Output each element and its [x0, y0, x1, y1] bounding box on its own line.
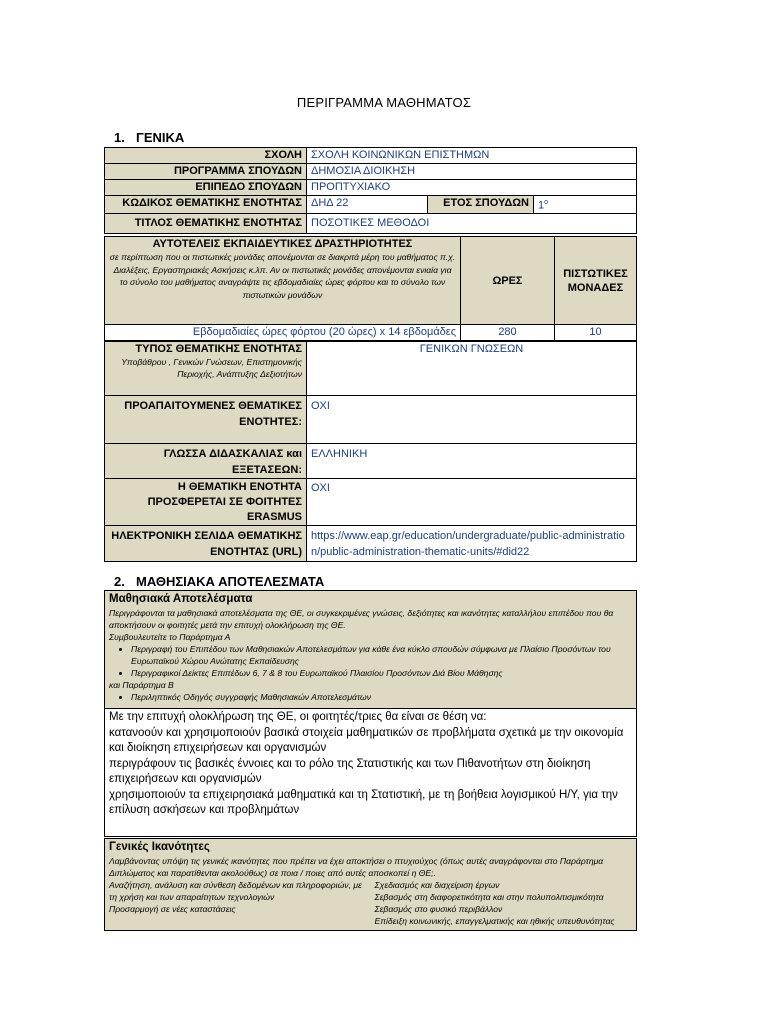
section-1-number: 1. — [114, 130, 125, 145]
general-competences-table — [104, 838, 637, 931]
list-item: • Περιγραφή του Επιπέδου των Μαθησιακών Αποτελεσμάτων για κάθε ένα κύκλο σπουδών σύμφωνα με Πλαίσιο Προσόντων του Ευρωπαϊκού Χώρου Ανώτατης Εκπαίδευσης — [131, 643, 632, 667]
list-item: • Περιληπτικός Οδηγός συγγραφής Μαθησιακών Αποτελεσμάτων — [131, 691, 632, 703]
credits-header: ΠΙΣΤΩΤΙΚΕΣ ΜΟΝΑΔΕΣ — [555, 237, 637, 325]
prereq-value: ΟΧΙ — [307, 396, 637, 444]
document-title: ΠΕΡΙΓΡΑΜΜΑ ΜΑΘΗΜΑΤΟΣ — [296, 95, 472, 110]
competences-left-column — [109, 879, 367, 927]
type-label: ΤΥΠΟΣ ΘΕΜΑΤΙΚΗΣ ΕΝΟΤΗΤΑΣ — [135, 343, 302, 355]
outcomes-consult: Συμβουλευτείτε το Παράρτημα Α — [109, 632, 231, 642]
outcomes-bullets-b — [109, 691, 632, 703]
outcomes-intro: Περιγράφονται τα μαθησιακά αποτελέσματα της ΘΕ, οι συγκεκριμένες γνώσεις, δεξιότητες και ικανότητες καταλλήλου επιπέδου που θα αποκτήσουν οι φοιτητές μετά την επιτυχή ολοκλήρωση της ΘΕ. — [109, 608, 614, 630]
list-item: Αναζήτηση, ανάλυση και σύνθεση δεδομένων και πληροφοριών, με τη χρήση και των απαραίτητων τεχνολογιών — [109, 880, 362, 902]
outcomes-body-intro: Με την επιτυχή ολοκλήρωση της ΘΕ, οι φοιτητές/τριες θα είναι σε θέση να: — [109, 711, 487, 723]
program-value: ΔΗΜΟΣΙΑ ΔΙΟΙΚΗΣΗ — [307, 164, 637, 180]
competences-right-column — [375, 879, 633, 927]
outcomes-header: Μαθησιακά Αποτελέσματα — [109, 593, 253, 605]
table-row — [105, 148, 637, 164]
table-row — [105, 591, 637, 709]
activities-table — [104, 236, 637, 341]
learning-outcomes-table — [104, 590, 637, 837]
table-row — [105, 164, 637, 180]
unit-title-label: ΤΙΤΛΟΣ ΘΕΜΑΤΙΚΗΣ ΕΝΟΤΗΤΑΣ — [105, 213, 307, 233]
section-2-title: ΜΑΘΗΣΙΑΚΑ ΑΠΟΤΕΛΕΣΜΑΤΑ — [136, 574, 325, 589]
level-label: ΕΠΙΠΕΔΟ ΣΠΟΥΔΩΝ — [105, 180, 307, 196]
list-item: • Περιγραφικοί Δείκτες Επιπέδων 6, 7 & 8 του Ευρωπαϊκού Πλαισίου Προσόντων Διά Βίου Μάθησης — [131, 667, 632, 679]
table-row — [105, 444, 637, 479]
table-row — [105, 709, 637, 837]
section-1-title: ΓΕΝΙΚΑ — [136, 130, 185, 145]
table-row — [105, 325, 637, 341]
code-value: ΔΗΔ 22 — [307, 196, 428, 214]
table-row — [105, 342, 637, 396]
erasmus-label: Η ΘΕΜΑΤΙΚΗ ΕΝΟΤΗΤΑ ΠΡΟΣΦΕΡΕΤΑΙ ΣΕ ΦΟΙΤΗΤΕΣ ERASMUS — [105, 479, 307, 526]
level-value: ΠΡΟΠΤΥΧΙΑΚΟ — [307, 180, 637, 196]
hours-header: ΩΡΕΣ — [461, 237, 555, 325]
code-label: ΚΩΔΙΚΟΣ ΘΕΜΑΤΙΚΗΣ ΕΝΟΤΗΤΑΣ — [105, 196, 307, 214]
prereq-label: ΠΡΟΑΠΑΙΤΟΥΜΕΝΕΣ ΘΕΜΑΤΙΚΕΣ ΕΝΟΤΗΤΕΣ: — [105, 396, 307, 444]
language-value: ΕΛΛΗΝΙΚΗ — [307, 444, 637, 479]
activities-header: ΑΥΤΟΤΕΛΕΙΣ ΕΚΠΑΙΔΕΥΤΙΚΕΣ ΔΡΑΣΤΗΡΙΟΤΗΤΕΣ — [152, 238, 413, 250]
workload-label: Εβδομαδιαίες ώρες φόρτου (20 ώρες) x 14 εβδομάδες — [105, 325, 461, 341]
table-row — [105, 180, 637, 196]
unit-url-link[interactable]: https://www.eap.gr/education/undergraduate/public-administration/public-administration-thematic-units/#did22 — [307, 526, 637, 562]
table-row — [105, 479, 637, 526]
table-row — [105, 526, 637, 562]
year-value — [534, 196, 637, 214]
year-number: 1 — [538, 199, 545, 212]
year-ordinal: ο — [544, 199, 549, 206]
general-info-table — [104, 147, 637, 234]
competences-intro: Λαμβάνοντας υπόψη τις γενικές ικανότητες που πρέπει να έχει αποκτήσει ο πτυχιούχος (όπως αυτές αναγράφονται στο Παράρτημα Διπλώματος και παρατίθενται ακολούθως) σε ποια / ποιες από αυτές αποσκοπεί η ΘΕ;. — [109, 856, 604, 878]
section-2-number: 2. — [114, 574, 125, 589]
list-item: Επίδειξη κοινωνικής, επαγγελματικής και ηθικής υπευθυνότητας — [374, 916, 615, 926]
table-row — [105, 237, 637, 325]
program-label: ΠΡΟΓΡΑΜΜΑ ΣΠΟΥΔΩΝ — [105, 164, 307, 180]
list-item: Σεβασμός στο φυσικό περιβάλλον — [374, 904, 503, 914]
erasmus-value: ΟΧΙ — [307, 479, 637, 526]
type-note: Υποβάθρου , Γενικών Γνώσεων, Επιστημονικής Περιοχής, Ανάπτυξης Δεξιοτήτων — [121, 357, 302, 379]
activities-note: σε περίπτωση που οι πιστωτικές μονάδες απονέμονται σε διακριτά μέρη του μαθήματος π.χ. Διαλέξεις, Εργαστηριακές Ασκήσεις κ.λπ. Αν οι πιστωτικές μονάδες απονέμονται ενιαία για το σύνολο του μαθήματος αναγράψτε τις εβδομαδιαίες ώρες φόρτου και το σύνολο των πιστωτικών μονάδων — [109, 252, 456, 300]
outcomes-guidance-cell — [105, 591, 637, 709]
outcomes-appendix-b: και Παράρτημα Β — [109, 680, 174, 690]
section-2-heading — [114, 574, 324, 589]
outcomes-body-cell — [105, 709, 637, 837]
competences-cell — [105, 839, 637, 931]
year-label: ΕΤΟΣ ΣΠΟΥΔΩΝ — [428, 196, 534, 214]
competences-header: Γενικές Ικανότητες — [109, 841, 210, 853]
table-row — [105, 196, 637, 214]
workload-hours: 280 — [461, 325, 555, 341]
section-1-heading — [114, 130, 184, 145]
school-value: ΣΧΟΛΗ ΚΟΙΝΩΝΙΚΩΝ ΕΠΙΣΤΗΜΩΝ — [307, 148, 637, 164]
list-item: Προσαρμογή σε νέες καταστάσεις — [109, 904, 236, 914]
outcome-item: κατανοούν και χρησιμοποιούν βασικά στοιχεία μαθηματικών σε προβλήματα σχετικά με την οικονομία και διοίκηση επιχειρήσεων και οργανισμών — [109, 726, 624, 754]
workload-credits: 10 — [555, 325, 637, 341]
unit-title-value: ΠΟΣΟΤΙΚΕΣ ΜΕΘΟΔΟΙ — [307, 213, 637, 233]
outcome-item: χρησιμοποιούν τα επιχειρησιακά μαθηματικά και τη Στατιστική, με τη βοήθεια λογισμικού Η/Υ, για την επίλυση ασκήσεων και προβλημάτων — [109, 788, 618, 816]
table-row — [105, 839, 637, 931]
list-item: Σχεδιασμός και διαχείριση έργων — [374, 880, 500, 890]
language-label: ΓΛΩΣΣΑ ΔΙΔΑΣΚΑΛΙΑΣ και ΕΞΕΤΑΣΕΩΝ: — [105, 444, 307, 479]
outcome-item: περιγράφουν τις βασικές έννοιες και το ρόλο της Στατιστικής και των Πιθανοτήτων στη διοίκηση επιχειρήσεων και οργανισμών — [109, 757, 591, 785]
activities-header-cell — [105, 237, 461, 325]
competences-grid — [109, 879, 632, 927]
type-label-cell — [105, 342, 307, 396]
table-row — [105, 213, 637, 233]
url-label: ΗΛΕΚΤΡΟΝΙΚΗ ΣΕΛΙΔΑ ΘΕΜΑΤΙΚΗΣ ΕΝΟΤΗΤΑΣ (URL) — [105, 526, 307, 562]
table-row — [105, 396, 637, 444]
type-value: ΓΕΝΙΚΩΝ ΓΝΩΣΕΩΝ — [307, 342, 637, 396]
outcomes-bullets-a — [109, 643, 632, 679]
list-item: Σεβασμός στη διαφορετικότητα και στην πολυπολιτισμικότητα — [374, 892, 604, 902]
details-table — [104, 341, 637, 562]
school-label: ΣΧΟΛΗ — [105, 148, 307, 164]
